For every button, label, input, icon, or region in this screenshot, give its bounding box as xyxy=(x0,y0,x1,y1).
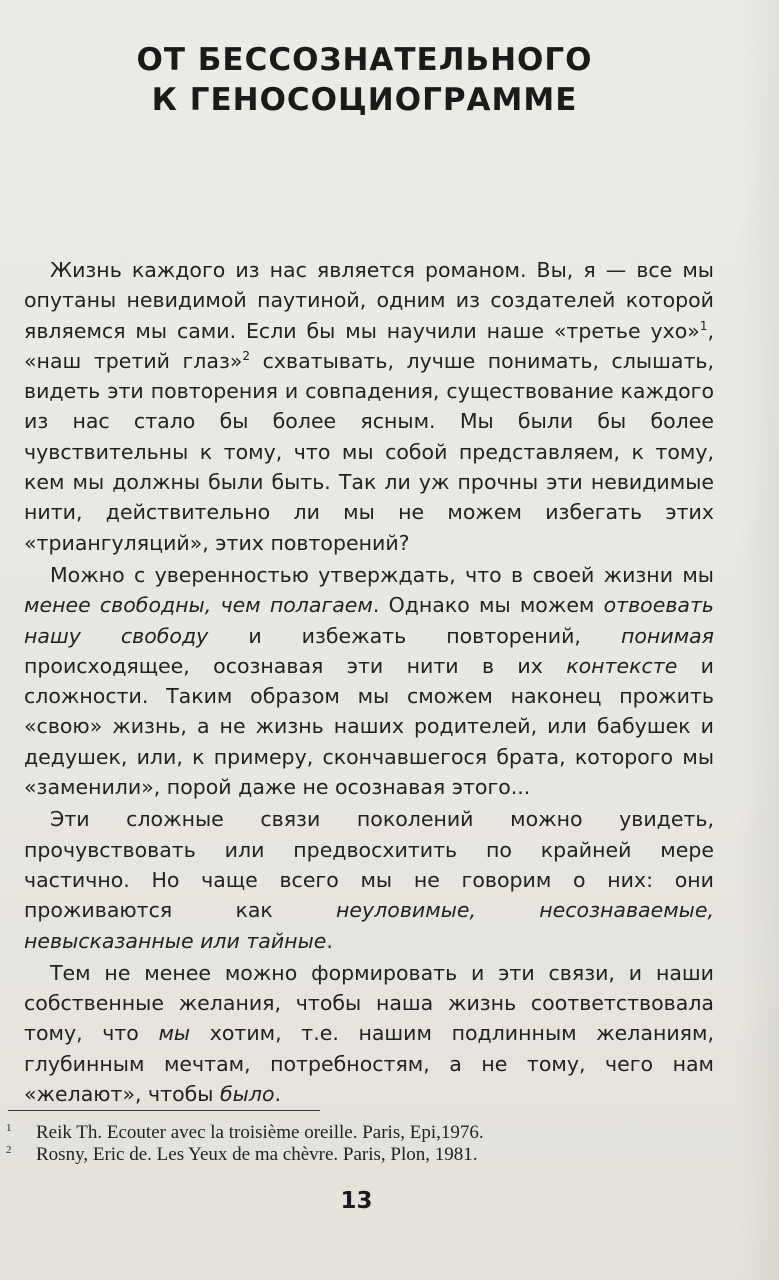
body-text xyxy=(24,255,714,1109)
italic-run: контексте xyxy=(566,653,678,678)
footnote-number: 1 xyxy=(6,1122,12,1134)
paragraph-1 xyxy=(24,255,714,558)
chapter-title-line-1: ОТ БЕССОЗНАТЕЛЬНОГО xyxy=(136,42,593,78)
text-run: Жизнь каждого из нас является романом. Вы, я — все мы опутаны невидимой паутиной, одним из создателей которой являемся мы сами. Если бы мы научили наше «третье ухо» xyxy=(24,258,714,343)
chapter-title xyxy=(0,40,729,120)
footnote-divider xyxy=(8,1110,320,1111)
page-number: 13 xyxy=(340,1188,373,1214)
footnote-ref-2: 2 xyxy=(242,349,251,364)
text-run: и избежать повторений, xyxy=(208,623,621,648)
text-run: . xyxy=(274,1082,282,1107)
chapter-title-line-2: К ГЕНОСОЦИОГРАММЕ xyxy=(151,82,578,118)
text-run: Можно с уверенностью утверждать, что в своей жизни мы xyxy=(50,562,714,587)
footnote-number: 2 xyxy=(6,1144,12,1156)
text-run: происходящее, осознавая эти нити в их xyxy=(24,653,567,678)
italic-run: менее свободны, чем полагаем xyxy=(24,593,373,618)
text-run: Тем не менее можно формировать и эти связи, и наши собственные желания, чтобы наша жизнь соответствовала тому, что xyxy=(24,960,714,1046)
italic-run: неуловимые, несознаваемые, невысказанные или тайные xyxy=(24,898,714,953)
text-run: . Однако мы можем xyxy=(372,593,604,618)
text-run: . xyxy=(326,928,333,953)
text-run: хотим, т.е. нашим подлинным желаниям, глубинным мечтам, потребностям, а не тому, чего нам «желают», чтобы xyxy=(24,1021,714,1107)
italic-run: отвоевать нашу свободу xyxy=(24,593,714,648)
footnote-ref-1: 1 xyxy=(699,318,708,333)
page-edge-shadow xyxy=(739,0,779,1280)
footnote-text: Rosny, Eric de. Les Yeux de ma chèvre. Paris, Plon, 1981. xyxy=(36,1144,478,1165)
paragraph-4 xyxy=(24,958,714,1109)
footnotes xyxy=(6,1122,706,1166)
footnote-2 xyxy=(6,1144,706,1166)
italic-run: мы xyxy=(158,1021,191,1046)
text-run: схватывать, лучше понимать, слышать, видеть эти повторения и совпадения, существование каждого из нас стало бы более ясным. Мы были бы более чувствительны к тому, что мы собой представляем, к тому, кем мы должны были быть. Так ли уж прочны эти невидимые нити, действительно ли мы не можем избегать этих «триангуляций», этих повторений? xyxy=(24,348,714,555)
footnote-1 xyxy=(6,1122,706,1144)
paragraph-3 xyxy=(24,804,714,955)
text-run: , «наш третий глаз» xyxy=(24,318,714,373)
paragraph-2 xyxy=(24,560,714,802)
italic-run: понимая xyxy=(620,623,714,648)
footnote-text: Reik Th. Ecouter avec la troisième oreille. Paris, Epi,1976. xyxy=(36,1122,484,1143)
text-run: Эти сложные связи поколений можно увидеть, прочувствовать или предвосхитить по крайней мере частично. Но чаще всего мы не говорим о них: они проживаются как xyxy=(24,807,714,923)
italic-run: было xyxy=(220,1082,275,1107)
text-run: и сложности. Таким образом мы сможем наконец прожить «свою» жизнь, а не жизнь наших родителей, или бабушек и дедушек, или, к примеру, скончавшегося брата, которого мы «заменили», порой даже не осознавая этого... xyxy=(24,653,715,800)
